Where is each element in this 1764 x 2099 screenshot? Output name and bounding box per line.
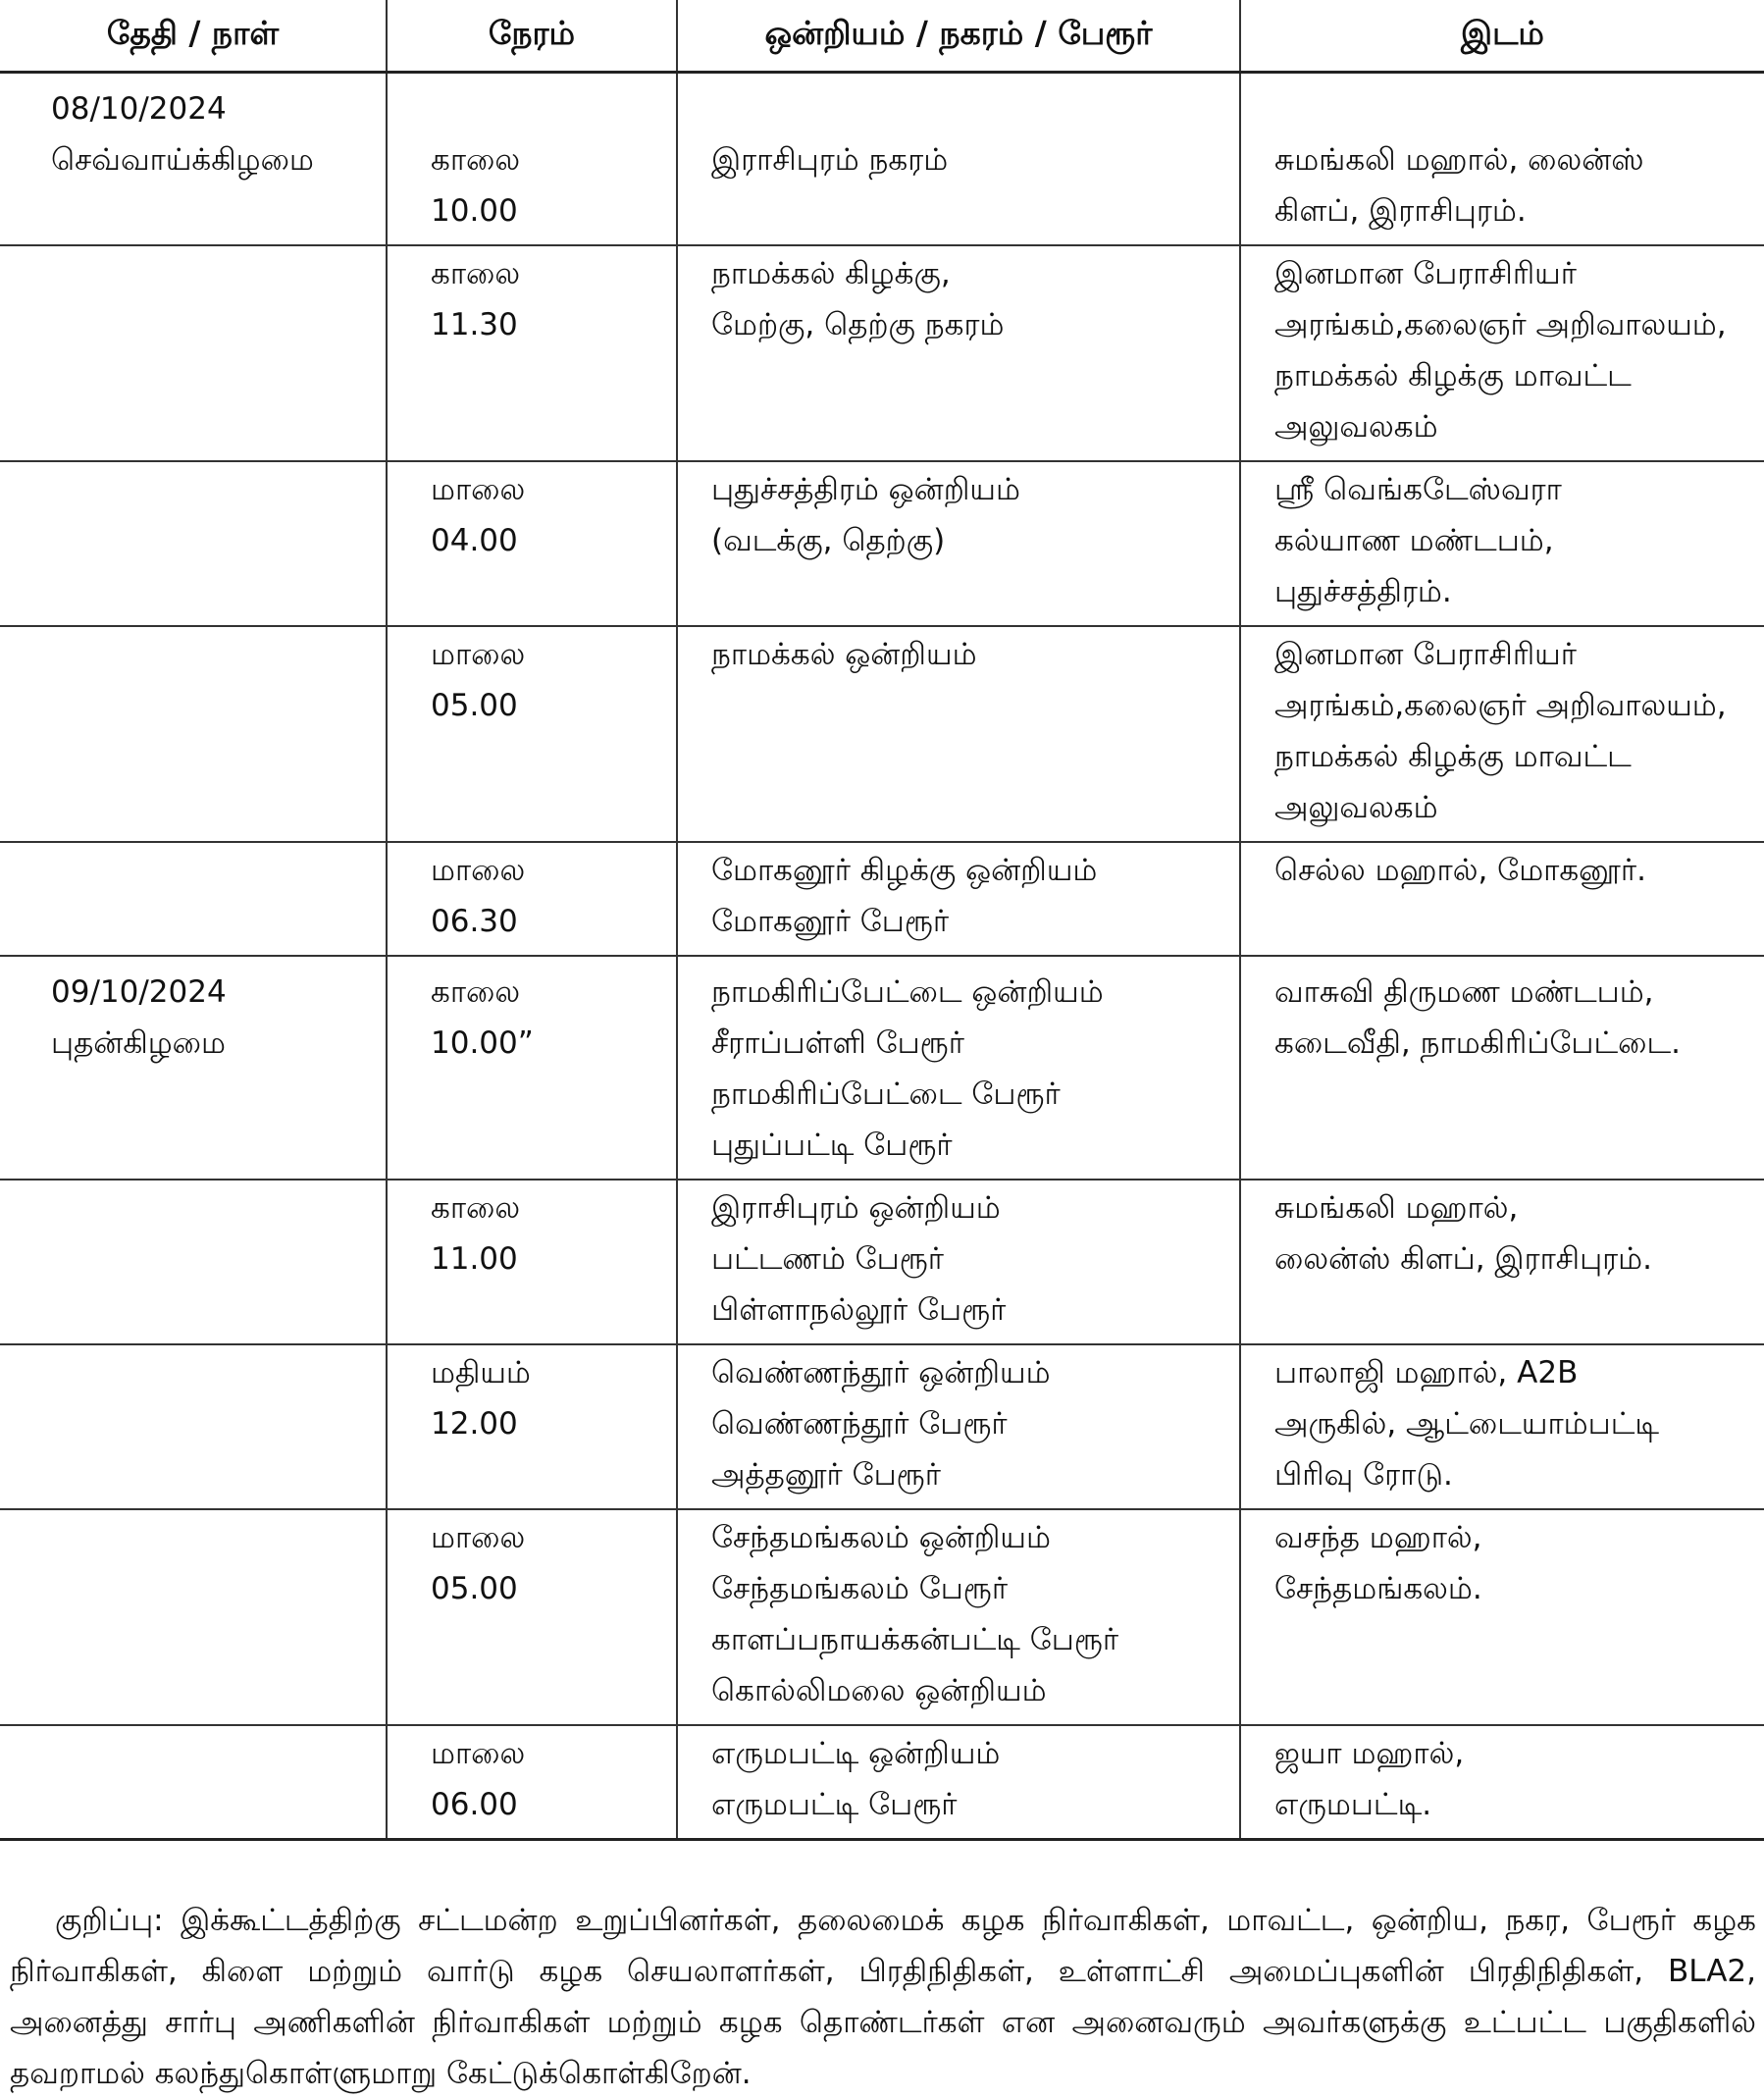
cell-date xyxy=(0,1180,387,1344)
table-row xyxy=(0,1180,1764,1344)
cell-time: மாலை 05.00 xyxy=(387,626,677,842)
cell-venue: வாசுவி திருமண மண்டபம், கடைவீதி, நாமகிரிப்பேட்டை. xyxy=(1240,956,1764,1180)
table-row xyxy=(0,245,1764,461)
cell-time: காலை 10.00” xyxy=(387,956,677,1180)
cell-date xyxy=(0,461,387,626)
cell-union: புதுச்சத்திரம் ஒன்றியம் (வடக்கு, தெற்கு) xyxy=(677,461,1240,626)
cell-venue: பாலாஜி மஹால், A2B அருகில், ஆட்டையாம்பட்டி பிரிவு ரோடு. xyxy=(1240,1344,1764,1509)
cell-time: காலை 11.00 xyxy=(387,1180,677,1344)
cell-date: 08/10/2024 செவ்வாய்க்கிழமை xyxy=(0,73,387,246)
header-union: ஒன்றியம் / நகரம் / பேரூர் xyxy=(677,0,1240,73)
cell-venue: செல்ல மஹால், மோகனூர். xyxy=(1240,842,1764,956)
cell-venue: வசந்த மஹால், சேந்தமங்கலம். xyxy=(1240,1509,1764,1725)
cell-date: 09/10/2024 புதன்கிழமை xyxy=(0,956,387,1180)
header-time: நேரம் xyxy=(387,0,677,73)
cell-time: காலை 10.00 xyxy=(387,73,677,246)
cell-venue: இனமான பேராசிரியர் அரங்கம்,கலைஞர் அறிவாலயம், நாமக்கல் கிழக்கு மாவட்ட அலுவலகம் xyxy=(1240,626,1764,842)
cell-union: எருமபட்டி ஒன்றியம் எருமபட்டி பேரூர் xyxy=(677,1725,1240,1840)
cell-date xyxy=(0,626,387,842)
cell-union: நாமக்கல் கிழக்கு, மேற்கு, தெற்கு நகரம் xyxy=(677,245,1240,461)
table-row xyxy=(0,956,1764,1180)
cell-venue: சுமங்கலி மஹால், லைன்ஸ் கிளப், இராசிபுரம். xyxy=(1240,73,1764,246)
cell-union: வெண்ணந்தூர் ஒன்றியம் வெண்ணந்தூர் பேரூர் அத்தனூர் பேரூர் xyxy=(677,1344,1240,1509)
cell-date xyxy=(0,1509,387,1725)
table-row xyxy=(0,461,1764,626)
table-row xyxy=(0,626,1764,842)
cell-union: இராசிபுரம் ஒன்றியம் பட்டணம் பேரூர் பிள்ளாநல்லூர் பேரூர் xyxy=(677,1180,1240,1344)
table-header-row xyxy=(0,0,1764,73)
cell-union: இராசிபுரம் நகரம் xyxy=(677,73,1240,246)
cell-time: மாலை 06.00 xyxy=(387,1725,677,1840)
cell-venue: சுமங்கலி மஹால், லைன்ஸ் கிளப், இராசிபுரம். xyxy=(1240,1180,1764,1344)
cell-date xyxy=(0,245,387,461)
cell-union: நாமக்கல் ஒன்றியம் xyxy=(677,626,1240,842)
header-venue: இடம் xyxy=(1240,0,1764,73)
header-date: தேதி / நாள் xyxy=(0,0,387,73)
footer-note: குறிப்பு: இக்கூட்டத்திற்கு சட்டமன்ற உறுப்பினர்கள், தலைமைக் கழக நிர்வாகிகள், மாவட்ட, ஒன்றிய, நகர, பேரூர் கழக நிர்வாகிகள், கிளை மற்றும் வார்டு கழக செயலாளர்கள், பிரதிநிதிகள், உள்ளாட்சி அமைப்புகளின் பிரதிநிதிகள், BLA2, அனைத்து சார்பு அணிகளின் நிர்வாகிகள் மற்றும் கழக தொண்டர்கள் என அனைவரும் அவர்களுக்கு உட்பட்ட பகுதிகளில் தவறாமல் கலந்துகொள்ளுமாறு கேட்டுக்கொள்கிறேன். xyxy=(10,1903,1756,2091)
cell-union: மோகனூர் கிழக்கு ஒன்றியம் மோகனூர் பேரூர் xyxy=(677,842,1240,956)
cell-union: சேந்தமங்கலம் ஒன்றியம் சேந்தமங்கலம் பேரூர் காளப்பநாயக்கன்பட்டி பேரூர் கொல்லிமலை ஒன்றியம் xyxy=(677,1509,1240,1725)
cell-time: காலை 11.30 xyxy=(387,245,677,461)
table-row xyxy=(0,1725,1764,1840)
cell-venue: இனமான பேராசிரியர் அரங்கம்,கலைஞர் அறிவாலயம், நாமக்கல் கிழக்கு மாவட்ட அலுவலகம் xyxy=(1240,245,1764,461)
table-row xyxy=(0,1509,1764,1725)
table-row xyxy=(0,842,1764,956)
cell-date xyxy=(0,1344,387,1509)
cell-time: மாலை 06.30 xyxy=(387,842,677,956)
cell-union: நாமகிரிப்பேட்டை ஒன்றியம் சீராப்பள்ளி பேரூர் நாமகிரிப்பேட்டை பேரூர் புதுப்பட்டி பேரூர் xyxy=(677,956,1240,1180)
cell-time: மதியம் 12.00 xyxy=(387,1344,677,1509)
cell-venue: ஸ்ரீ வெங்கடேஸ்வரா கல்யாண மண்டபம், புதுச்சத்திரம். xyxy=(1240,461,1764,626)
table-row xyxy=(0,73,1764,246)
cell-date xyxy=(0,1725,387,1840)
table-row xyxy=(0,1344,1764,1509)
cell-venue: ஜயா மஹால், எருமபட்டி. xyxy=(1240,1725,1764,1840)
cell-time: மாலை 05.00 xyxy=(387,1509,677,1725)
cell-time: மாலை 04.00 xyxy=(387,461,677,626)
cell-date xyxy=(0,842,387,956)
